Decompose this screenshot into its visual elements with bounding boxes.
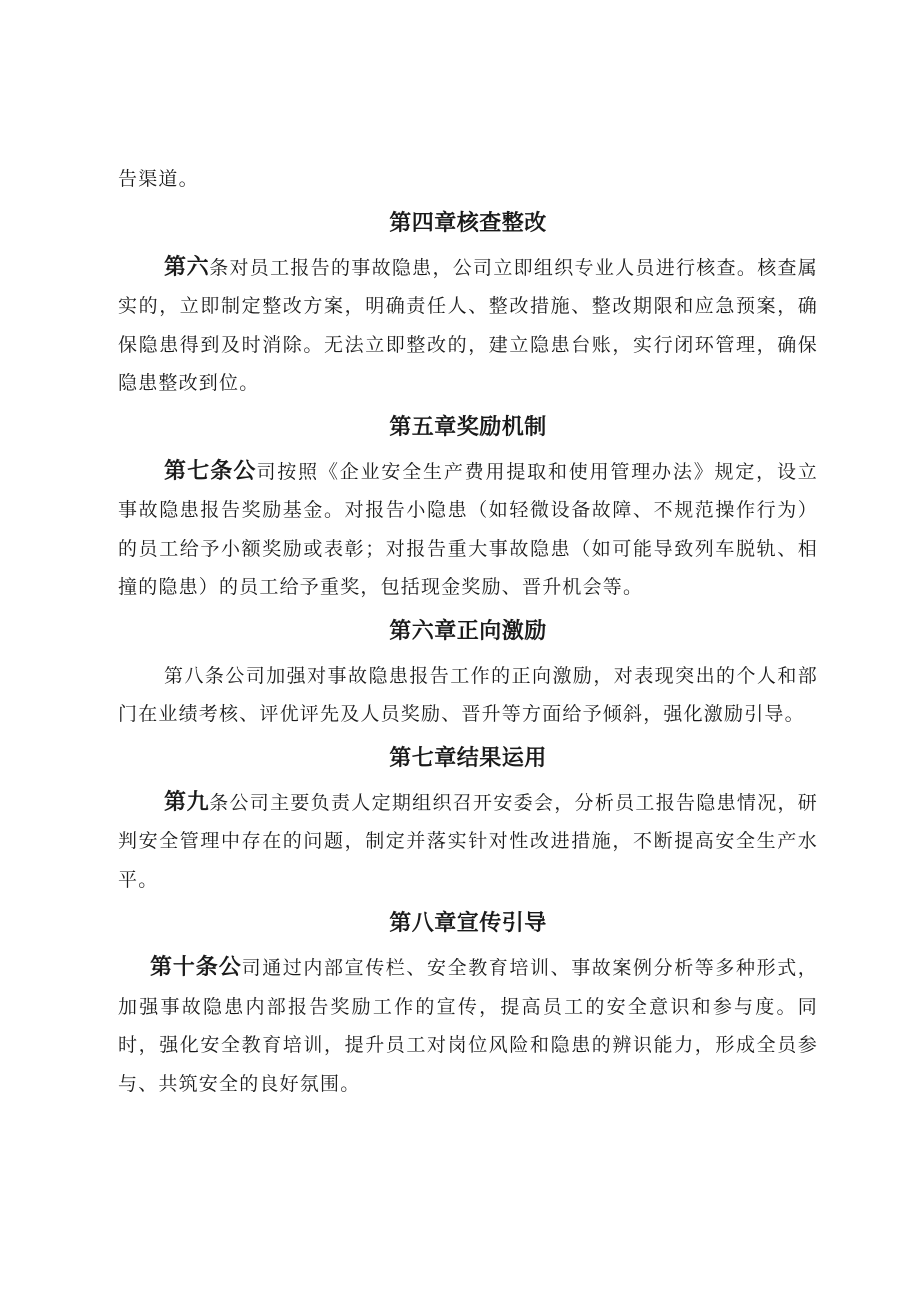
article-8-text: 第八条公司加强对事故隐患报告工作的正向激励，对表现突出的个人和部门在业绩考核、评优评先及人员奖励、晋升等方面给予倾斜，强化激励引导。 — [118, 664, 818, 725]
article-9-text: 条公司主要负责人定期组织召开安委会，分析员工报告隐患情况，研判安全管理中存在的问题，制定并落实针对性改进措施，不断提高安全生产水平。 — [118, 791, 818, 891]
chapter-6-heading: 第六章正向激励 — [389, 618, 547, 644]
article-9-lead: 第九 — [164, 789, 210, 815]
chapter-5-heading: 第五章奖励机制 — [389, 414, 547, 440]
article-10-paragraph — [118, 949, 818, 1103]
chapter-4-heading: 第四章核查整改 — [389, 210, 547, 236]
article-6-lead: 第六 — [164, 254, 210, 280]
article-9-paragraph — [118, 784, 818, 900]
article-10-lead: 第十条公 — [150, 955, 242, 980]
article-7-paragraph — [118, 453, 818, 607]
article-10-text: 司通过内部宣传栏、安全教育培训、事故案例分析等多种形式，加强事故隐患内部报告奖励工作的宣传，提高员工的安全意识和参与度。同时，强化安全教育培训，提升员工对岗位风险和隐患的辨识能力，形成全员参与、共筑安全的良好氛围。 — [118, 957, 818, 1095]
article-6-text: 条对员工报告的事故隐患，公司立即组织专业人员进行核查。核查属实的，立即制定整改方案，明确责任人、整改措施、整改期限和应急预案，确保隐患得到及时消除。无法立即整改的，建立隐患台账，实行闭环管理，确保隐患整改到位。 — [118, 256, 818, 394]
article-7-lead: 第七条公 — [164, 458, 257, 484]
article-6-paragraph — [118, 249, 818, 403]
article-8-paragraph — [118, 657, 818, 734]
chapter-8-heading: 第八章宣传引导 — [389, 911, 547, 936]
article-7-text: 司按照《企业安全生产费用提取和使用管理办法》规定，设立事故隐患报告奖励基金。对报告小隐患（如轻微设备故障、不规范操作行为）的员工给予小额奖励或表彰；对报告重大事故隐患（如可能导致列车脱轨、相撞的隐患）的员工给予重奖，包括现金奖励、晋升机会等。 — [118, 460, 818, 598]
intro-paragraph-tail: 告渠道。 — [118, 168, 199, 190]
document-body — [118, 160, 818, 1103]
chapter-7-heading: 第七章结果运用 — [389, 745, 547, 771]
